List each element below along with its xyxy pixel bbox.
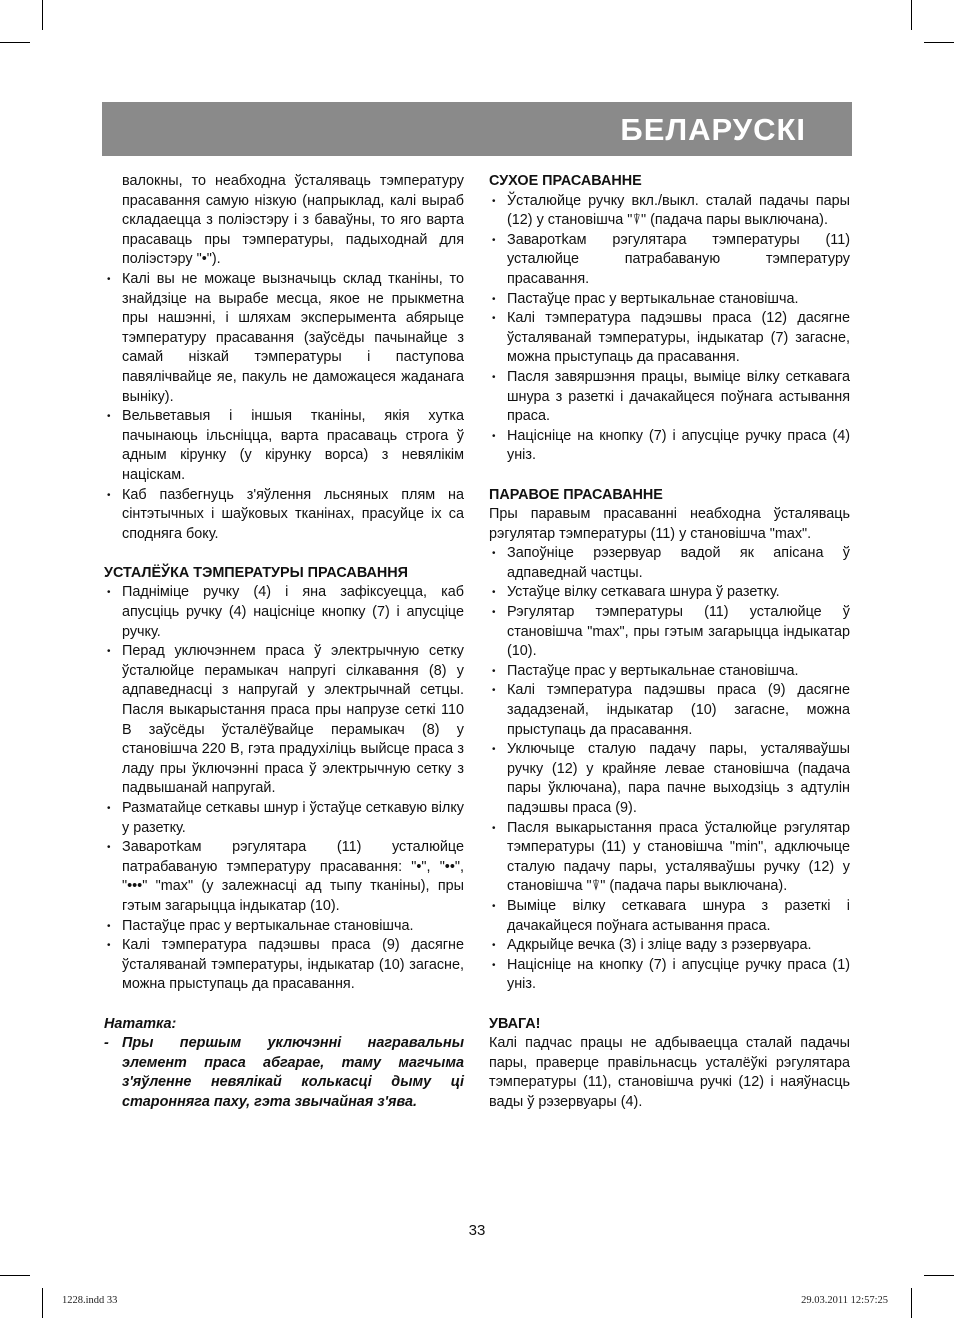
crop-mark	[911, 1288, 912, 1318]
crop-mark	[911, 0, 912, 30]
list-item: • Рэгулятар тэмпературы (11) усталюйце ў становішча "max", пры гэтым загарыцца індыкатар (10).	[489, 603, 850, 662]
list-item: • Заваротkам рэгулятара (11) усталюйце патрабаваную тэмпературу прасавання: "•", "••", "•••" "max" (у залежнасці ад тыпу тканіны), пры гэтым загарыцца індыкатар (10).	[104, 838, 464, 916]
intro-paragraph: валокны, то неабходна ўсталяваць тэмпературу прасавання самую нізкую (напрыклад, калі выраб складаецца з поліэстэру і з баваўны, то яго варта прасаваць пры тэмпературы, падыходнай для поліэстэру "•").	[122, 173, 464, 268]
list-item: • Калі тэмпература падэшвы праса (9) дасягне ўсталяванай тэмпературы, індыкатар (10) загасне, можна прыступаць да прасавання.	[104, 936, 464, 995]
list-item: • Запоўніце рэзервуар вадой як апісана ў адпаведнай частцы.	[489, 544, 850, 583]
list-item: • Разматайце сеткавы шнур і ўстаўце сеткавую вілку у разетку.	[104, 799, 464, 838]
list-item: • Націсніце на кнопку (7) і апусціце ручку праса (1) уніз.	[489, 956, 850, 995]
list-item: • Перад уключэннем праса ў электрычную сетку ўсталюйце перамыкач напругі сілкавання (8) у адпаведнасці з напругай у электрычнай сетцы. Пасля выкарыстання праса пры напрузе сеткі 110 В заўсёды ўсталёўвайце перамыкач (8) у становішча 220 В, гэта прадухіліць выйсце праса з ладу пры ўключэнні праса ў электрычную сетку з падвышанай напругай.	[104, 642, 464, 799]
section-heading-temperature: УСТАЛЁЎКА ТЭМПЕРАТУРЫ ПРАСАВАННЯ	[104, 564, 409, 581]
list-item: • Націсніце на кнопку (7) і апусціце ручку праса (4) уніз.	[489, 427, 850, 466]
list-item: • Пасля выкарыстання праса ўсталюйце рэгулятар тэмпературы (11) у становішча "min", адключыце сталую падачу пары, усталяваўшы ручку (12) у становішча "⍒" (падача пары выключана).	[489, 819, 850, 897]
list-item: • Выміце вілку сеткавага шнура з разеткі і дачакайцеся поўнага астывання праса.	[489, 897, 850, 936]
list-item: • Каб пазбегнуць з'яўлення льсняных плям на сінтэтычных і шаўковых тканінах, прасуйце іх са споднягa боку.	[104, 486, 464, 545]
list-item: • Адкрыйце вечка (3) і зліце ваду з рэзервуара.	[489, 936, 850, 956]
note-body: Пры першым уключэнні награвальны элемент праса абгарае, таму магчыма з'яўленне невялікай колькасці дыму ці староннягa паху, гэта звычайная з'ява.	[122, 1035, 464, 1110]
crop-mark	[42, 0, 43, 30]
note-heading: Нататка:	[104, 1015, 177, 1032]
temperature-steps-list	[104, 583, 464, 994]
section-heading-warning: УВАГА!	[489, 1015, 541, 1032]
crop-mark	[42, 1288, 43, 1318]
list-item: • Пастаўце прас у вертыкальнае становішча.	[489, 290, 850, 310]
section-heading-steam-ironing: ПАРАВОЕ ПРАСАВАННЕ	[489, 486, 663, 503]
language-header-bar	[102, 102, 852, 156]
list-item: • Пасля завяршэння працы, выміце вілку сеткавага шнура з разеткі і дачакайцеся поўнага астывання праса.	[489, 368, 850, 427]
section-heading-dry-ironing: СУХОЕ ПРАСАВАННЕ	[489, 173, 642, 189]
list-item: • Устаўце вілку сеткавага шнура ў разетку.	[489, 583, 850, 603]
steam-intro: Пры паравым прасаванні неабходна ўсталяваць рэгулятар тэмпературы (11) у становішча "max".	[489, 506, 850, 542]
page-title: БЕЛАРУСКІ	[620, 112, 806, 147]
list-item: • Ўсталюйце ручку вкл./выкл. сталай падачы пары (12) у становішча "⍒" (падача пары выключана).	[489, 192, 850, 231]
list-item: • Пастаўце прас у вертыкальнае становішча.	[489, 662, 850, 682]
note-dash: -	[104, 1035, 109, 1052]
list-item: • Пастаўце прас у вертыкальнае становішча.	[104, 917, 464, 937]
left-column	[104, 172, 464, 1113]
footer-file-info: 1228.indd 33	[62, 1295, 118, 1306]
note-text	[104, 1034, 464, 1112]
list-item: • Калі тэмпература падэшвы праса (9) дасягне зададзенай, індыкатар (10) загасне, можна прыступаць да прасавання.	[489, 681, 850, 740]
dry-ironing-list	[489, 192, 850, 466]
list-item: • Заваротkам рэгулятара тэмпературы (11) усталюйце патрабаваную тэмпературу прасавання.	[489, 231, 850, 290]
warning-text: Калі падчас працы не адбываецца сталай падачы пары, праверце правільнасць усталёўкі рэгулятара тэмпературы (11), становішча ручкі (12) і наяўнасць вады ў рэзервуары (4).	[489, 1035, 850, 1110]
crop-mark	[0, 42, 30, 43]
list-item: • Вельветавыя і іншыя тканіны, якія хутка пачынаюць ільсніцца, варта прасаваць строга ў адным кірунку (у кірунку ворса) з невялікім націскам.	[104, 407, 464, 485]
list-item: • Падніміце ручку (4) і яна зафіксуецца, каб апусціць ручку (4) націсніце кнопку (7) і апусціце ручку.	[104, 583, 464, 642]
right-column	[489, 172, 850, 1113]
fabric-tips-list	[104, 270, 464, 544]
list-item: • Уключыце сталую падачу пары, усталяваўшы ручку (12) у крайняе левае становішча (падача пары ўключана), пара пачне выходзіць з адтулін падэшвы праса (9).	[489, 740, 850, 818]
list-item: • Калі тэмпература падэшвы праса (12) дасягне ўсталяванай тэмпературы, індыкатар (7) загасне, можна прыступаць да прасавання.	[489, 309, 850, 368]
page-number: 33	[468, 1222, 486, 1239]
footer-timestamp: 29.03.2011 12:57:25	[801, 1295, 888, 1306]
crop-mark	[0, 1275, 30, 1276]
crop-mark	[924, 42, 954, 43]
list-item: • Калі вы не можаце вызначыць склад тканіны, то знайдзіце на вырабе месца, якое не прыкметна пры нашэнні, і шляхам эксперымента абярыце тэмпературу прасавання (заўсёды пачынайце з самай нізкай тэмпературы і паступова павялічвайце яе, пакуль не даможацеся жаданага выніку).	[104, 270, 464, 407]
crop-mark	[924, 1275, 954, 1276]
steam-ironing-list	[489, 544, 850, 995]
